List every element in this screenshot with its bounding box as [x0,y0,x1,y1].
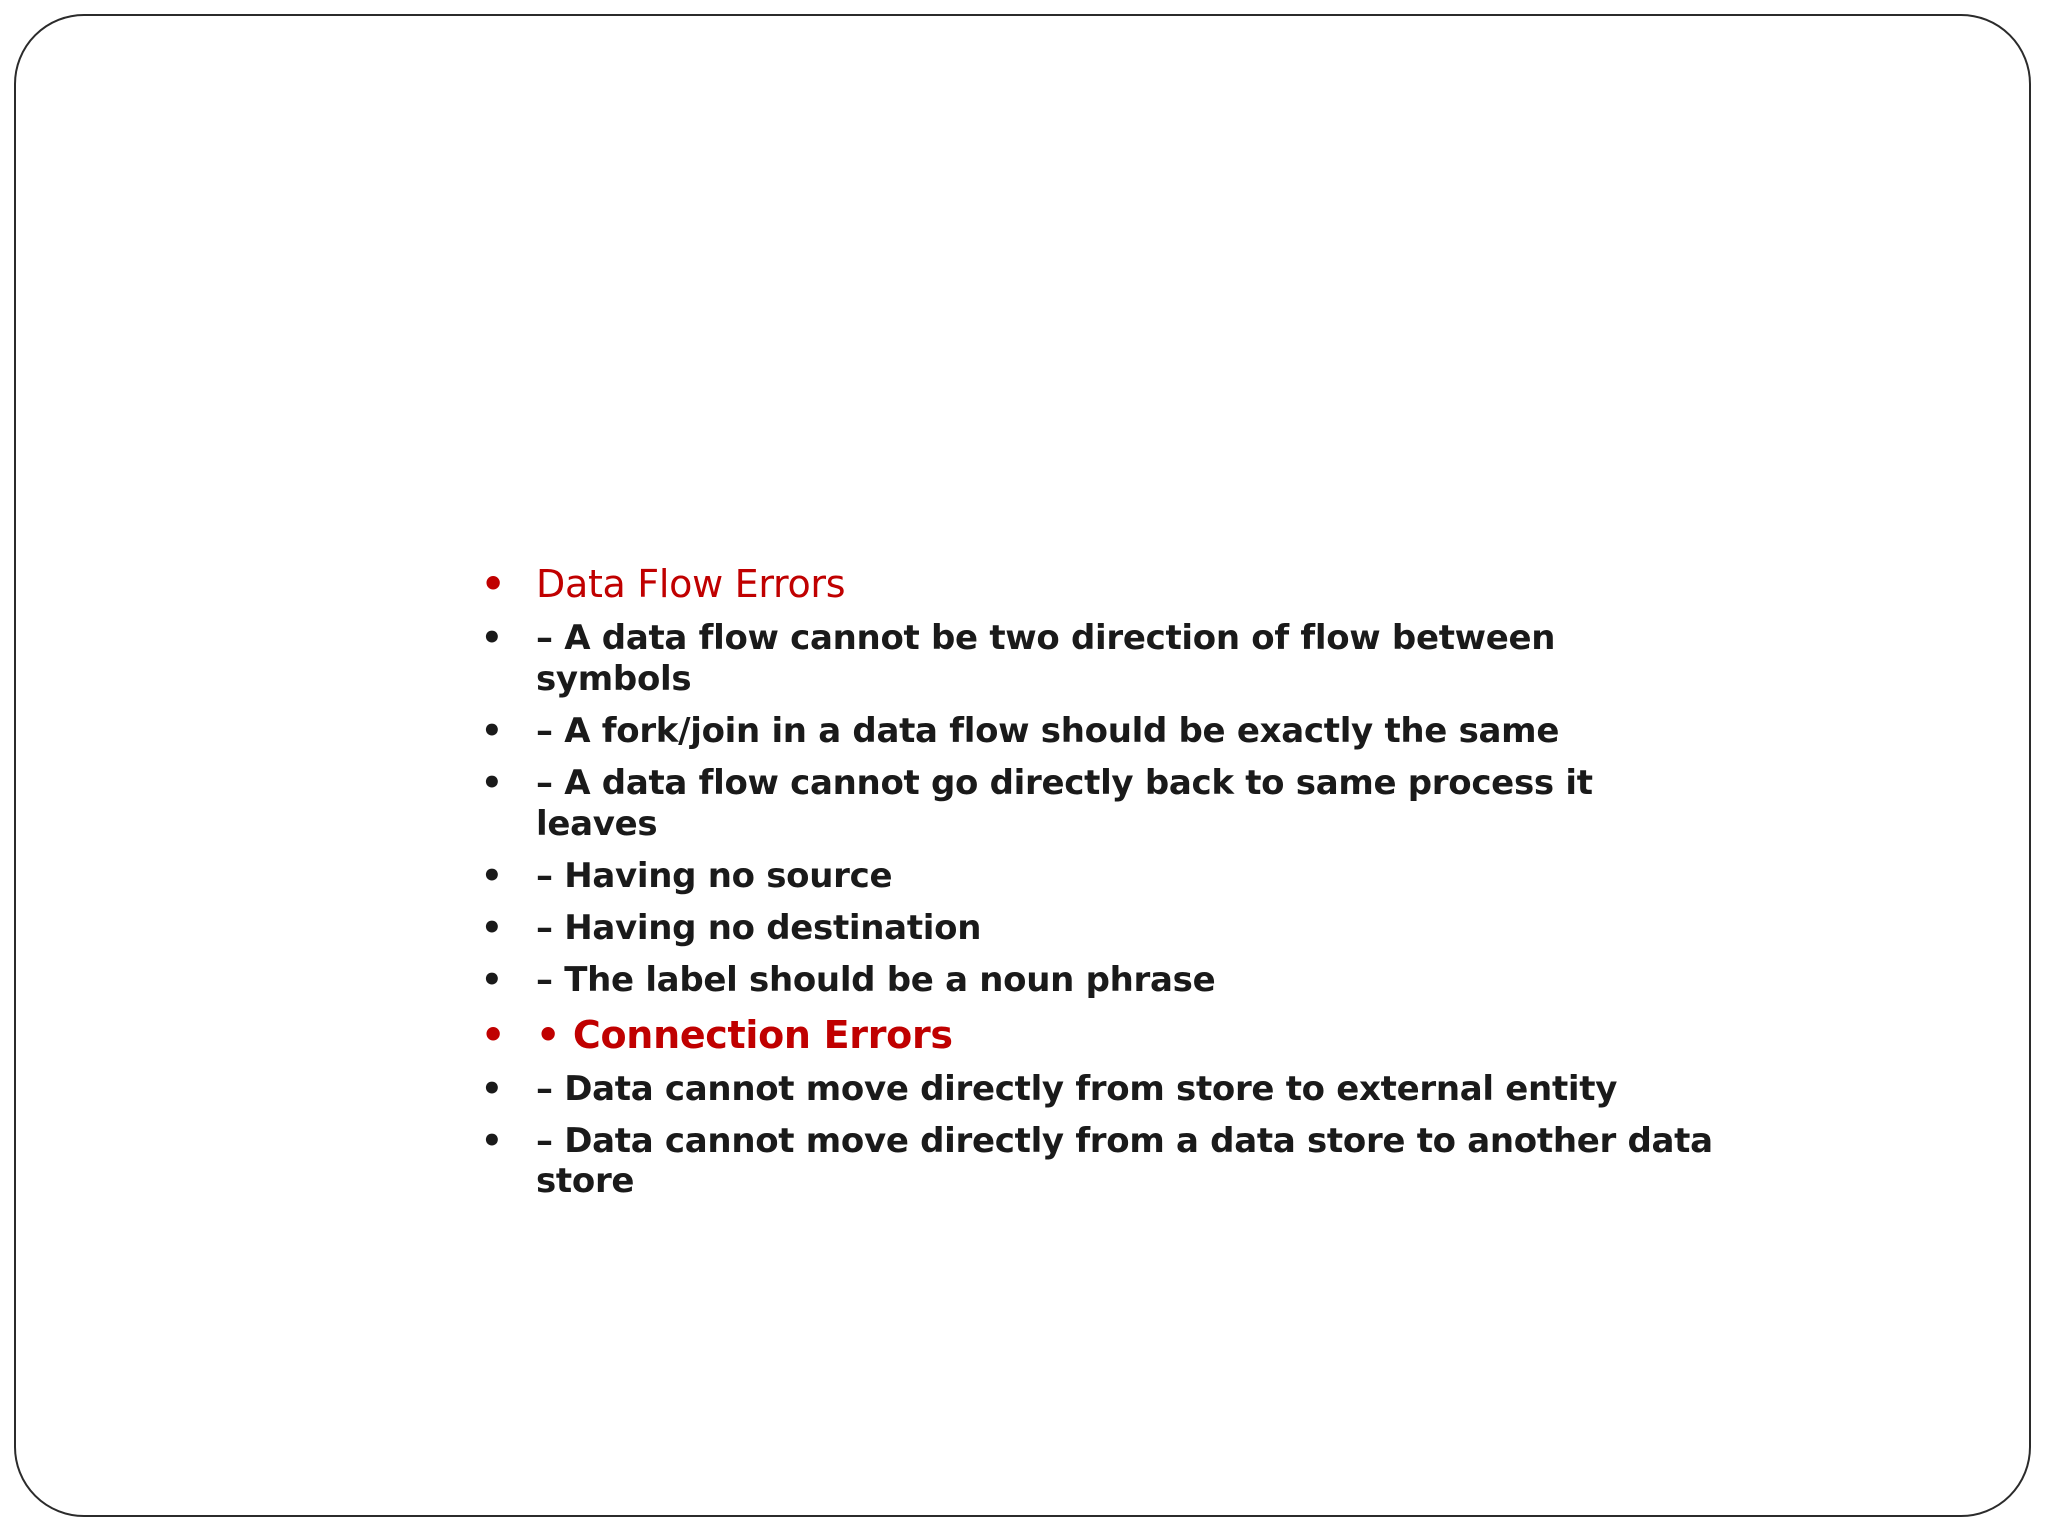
list-item-text: – Having no destination [536,908,982,948]
bullet-dot: • [481,856,503,896]
heading-text: Data Flow Errors [536,562,846,606]
bullet-dot: • [481,908,503,948]
bullet-list [481,561,1721,1201]
slide-frame [14,14,2031,1517]
list-item [481,1121,1721,1201]
list-item-text: – A data flow cannot be two direction of flow between symbols [536,618,1556,699]
list-item-text: – A data flow cannot go directly back to same process it leaves [536,763,1593,844]
bullet-dot: • [481,960,503,1000]
list-item-text: – Having no source [536,856,893,896]
list-item [481,856,1721,897]
list-item-text: – Data cannot move directly from a data store to another data store [536,1121,1713,1201]
list-item [481,618,1721,700]
list-item-text: – Data cannot move directly from store to external entity [536,1069,1618,1109]
bullet-dot: • [481,1121,503,1161]
list-item [481,763,1721,845]
list-item [481,1069,1721,1110]
heading-text: • Connection Errors [536,1013,953,1057]
heading-data-flow-errors [481,561,1721,607]
bullet-dot: • [481,763,503,803]
list-item [481,960,1721,1001]
list-item [481,908,1721,949]
list-item-text: – The label should be a noun phrase [536,960,1216,1000]
bullet-dot: • [481,1069,503,1109]
list-item [481,711,1721,752]
bullet-dot: • [481,562,505,606]
bullet-dot: • [481,618,503,658]
bullet-dot: • [481,711,503,751]
bullet-dot: • [481,1013,505,1057]
list-item-text: – A fork/join in a data flow should be exactly the same [536,711,1560,751]
heading-connection-errors [481,1012,1721,1058]
slide-content [481,561,1721,1212]
